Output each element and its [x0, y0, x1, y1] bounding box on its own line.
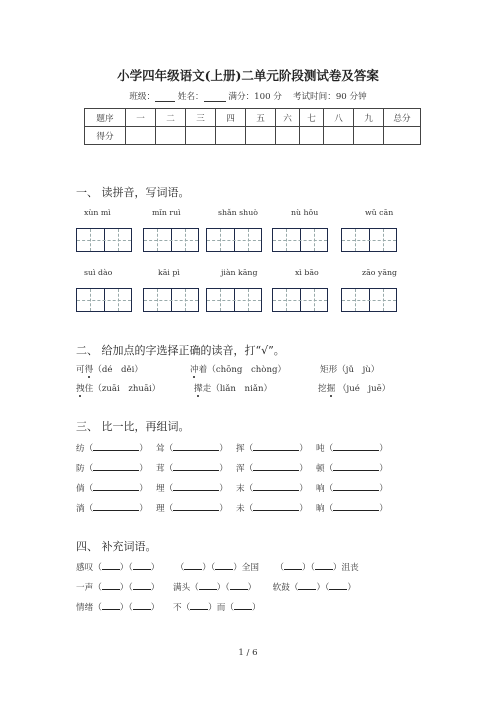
reading-item: 矩形（jǔ jù） [320, 365, 380, 375]
compare-row: 倘（ ） 埋（ ） 末（ ） 响（ ） [76, 481, 388, 494]
writing-grid[interactable] [143, 288, 199, 312]
score-header-cell: 总分 [384, 109, 421, 127]
writing-grid[interactable] [76, 288, 132, 312]
reading-item: 撵走（liǎn niǎn） [194, 384, 273, 394]
dotted-char: 拽 [76, 384, 85, 394]
score-cell[interactable] [156, 127, 186, 145]
pinyin: mǐn ruì [152, 208, 181, 217]
writing-grid[interactable] [341, 228, 397, 252]
answer-blank[interactable] [93, 461, 139, 471]
section-2-heading: 二、 给加点的字选择正确的读音，打“√”。 [76, 344, 285, 357]
answer-blank[interactable] [230, 580, 248, 590]
score-header-cell: 三 [186, 109, 216, 127]
name-blank [204, 91, 226, 102]
score-header-cell: 题序 [85, 109, 126, 127]
score-header-cell: 九 [354, 109, 384, 127]
class-blank [155, 91, 175, 102]
writing-grid[interactable] [206, 228, 262, 252]
answer-blank[interactable] [333, 461, 379, 471]
answer-blank[interactable] [253, 501, 299, 511]
reading-options[interactable]: （jué juē） [337, 384, 391, 394]
answer-blank[interactable] [93, 481, 139, 491]
writing-grid[interactable] [206, 288, 262, 312]
answer-blank[interactable] [284, 560, 302, 570]
dotted-char: 撵 [194, 384, 203, 394]
pinyin: jiàn kāng [221, 268, 258, 277]
score-header-cell: 四 [216, 109, 246, 127]
compare-row: 防（ ） 茸（ ） 浑（ ） 顿（ ） [76, 461, 388, 474]
answer-blank[interactable] [173, 481, 219, 491]
idiom-row: 感叹（ ）（ ） （ ）（ ）全国 （ ）（ ）沮丧 [76, 560, 359, 573]
reading-item: 挖掘 （jué juē） [318, 384, 391, 394]
answer-blank[interactable] [102, 600, 120, 610]
pinyin: shǎn shuò [218, 208, 258, 217]
idiom-row: 情绪（ ）（ ） 不（ ）而（ ） [76, 600, 261, 613]
answer-blank[interactable] [133, 560, 151, 570]
answer-blank[interactable] [102, 580, 120, 590]
pinyin: nù hǒu [291, 208, 319, 217]
pinyin: xì bāo [295, 268, 319, 277]
answer-blank[interactable] [173, 441, 219, 451]
answer-blank[interactable] [329, 580, 347, 590]
reading-item: 拽住（zuāi zhuāi） [76, 384, 161, 394]
answer-blank[interactable] [333, 501, 379, 511]
exam-info [0, 90, 496, 102]
score-row-label: 得分 [85, 127, 126, 145]
answer-blank[interactable] [253, 481, 299, 491]
pinyin: kāi pì [158, 268, 180, 277]
name-label: 姓名： [177, 92, 204, 102]
compare-row: 淌（ ） 理（ ） 未（ ） 晌（ ） [76, 501, 388, 514]
score-header-cell: 八 [324, 109, 354, 127]
score-cell[interactable] [300, 127, 324, 145]
answer-blank[interactable] [133, 600, 151, 610]
answer-blank[interactable] [93, 441, 139, 451]
reading-options[interactable]: （jǔ jù） [337, 365, 380, 375]
section-1-heading: 一、 读拼音，写词语。 [76, 186, 190, 199]
answer-blank[interactable] [215, 560, 233, 570]
score-header-cell: 七 [300, 109, 324, 127]
compare-row: 纺（ ） 耸（ ） 挥（ ） 吨（ ） [76, 441, 388, 454]
score-header-cell: 一 [126, 109, 156, 127]
answer-blank[interactable] [333, 481, 379, 491]
writing-grid[interactable] [341, 288, 397, 312]
section-4-heading: 四、 补充词语。 [76, 540, 157, 553]
answer-blank[interactable] [315, 560, 333, 570]
exam-time: 考试时间：90 分钟 [292, 92, 367, 102]
score-cell[interactable] [216, 127, 246, 145]
reading-options[interactable]: （liǎn niǎn） [211, 384, 273, 394]
score-cell[interactable] [126, 127, 156, 145]
answer-blank[interactable] [133, 580, 151, 590]
answer-blank[interactable] [190, 600, 208, 610]
class-label: 班级： [129, 92, 156, 102]
reading-options[interactable]: （zuāi zhuāi） [93, 384, 161, 394]
answer-blank[interactable] [173, 501, 219, 511]
dotted-char: 冲 [190, 365, 199, 375]
answer-blank[interactable] [253, 441, 299, 451]
answer-blank[interactable] [298, 580, 316, 590]
dotted-char: 得 [84, 365, 94, 375]
pinyin: zāo yāng [362, 268, 397, 277]
pinyin: xùn mì [84, 208, 111, 217]
answer-blank[interactable] [184, 560, 202, 570]
page-number: 1 / 6 [238, 648, 258, 658]
answer-blank[interactable] [234, 600, 252, 610]
score-cell[interactable] [246, 127, 276, 145]
writing-grid[interactable] [272, 288, 328, 312]
score-cell[interactable] [324, 127, 354, 145]
answer-blank[interactable] [173, 461, 219, 471]
answer-blank[interactable] [93, 501, 139, 511]
reading-options[interactable]: （dé děi） [93, 365, 143, 375]
reading-item: 冲着（chōng chòng） [190, 365, 287, 375]
pinyin: wǔ cān [365, 208, 394, 217]
score-cell[interactable] [186, 127, 216, 145]
answer-blank[interactable] [333, 441, 379, 451]
score-header-cell: 六 [276, 109, 300, 127]
pinyin: suì dào [84, 268, 113, 277]
reading-item: 可得（dé děi） [76, 365, 143, 375]
idiom-row: 一声（ ）（ ） 满头（ ）（ ） 软鼓（ ）（ ） [76, 580, 356, 593]
answer-blank[interactable] [102, 560, 120, 570]
dotted-char: 掘 [326, 384, 336, 394]
score-header-cell: 五 [246, 109, 276, 127]
writing-grid[interactable] [76, 228, 132, 252]
answer-blank[interactable] [199, 580, 217, 590]
writing-grid[interactable] [272, 228, 328, 252]
score-cell[interactable] [384, 127, 421, 145]
score-table [84, 108, 421, 145]
writing-grid[interactable] [143, 228, 199, 252]
page-title: 小学四年级语文(上册)二单元阶段测试卷及答案 [117, 68, 379, 83]
full-score: 满分：100 分 [228, 92, 282, 102]
score-cell[interactable] [354, 127, 384, 145]
answer-blank[interactable] [253, 461, 299, 471]
reading-options[interactable]: （chōng chòng） [207, 365, 287, 375]
score-header-cell: 二 [156, 109, 186, 127]
score-cell[interactable] [276, 127, 300, 145]
section-3-heading: 三、 比一比，再组词。 [76, 420, 190, 433]
